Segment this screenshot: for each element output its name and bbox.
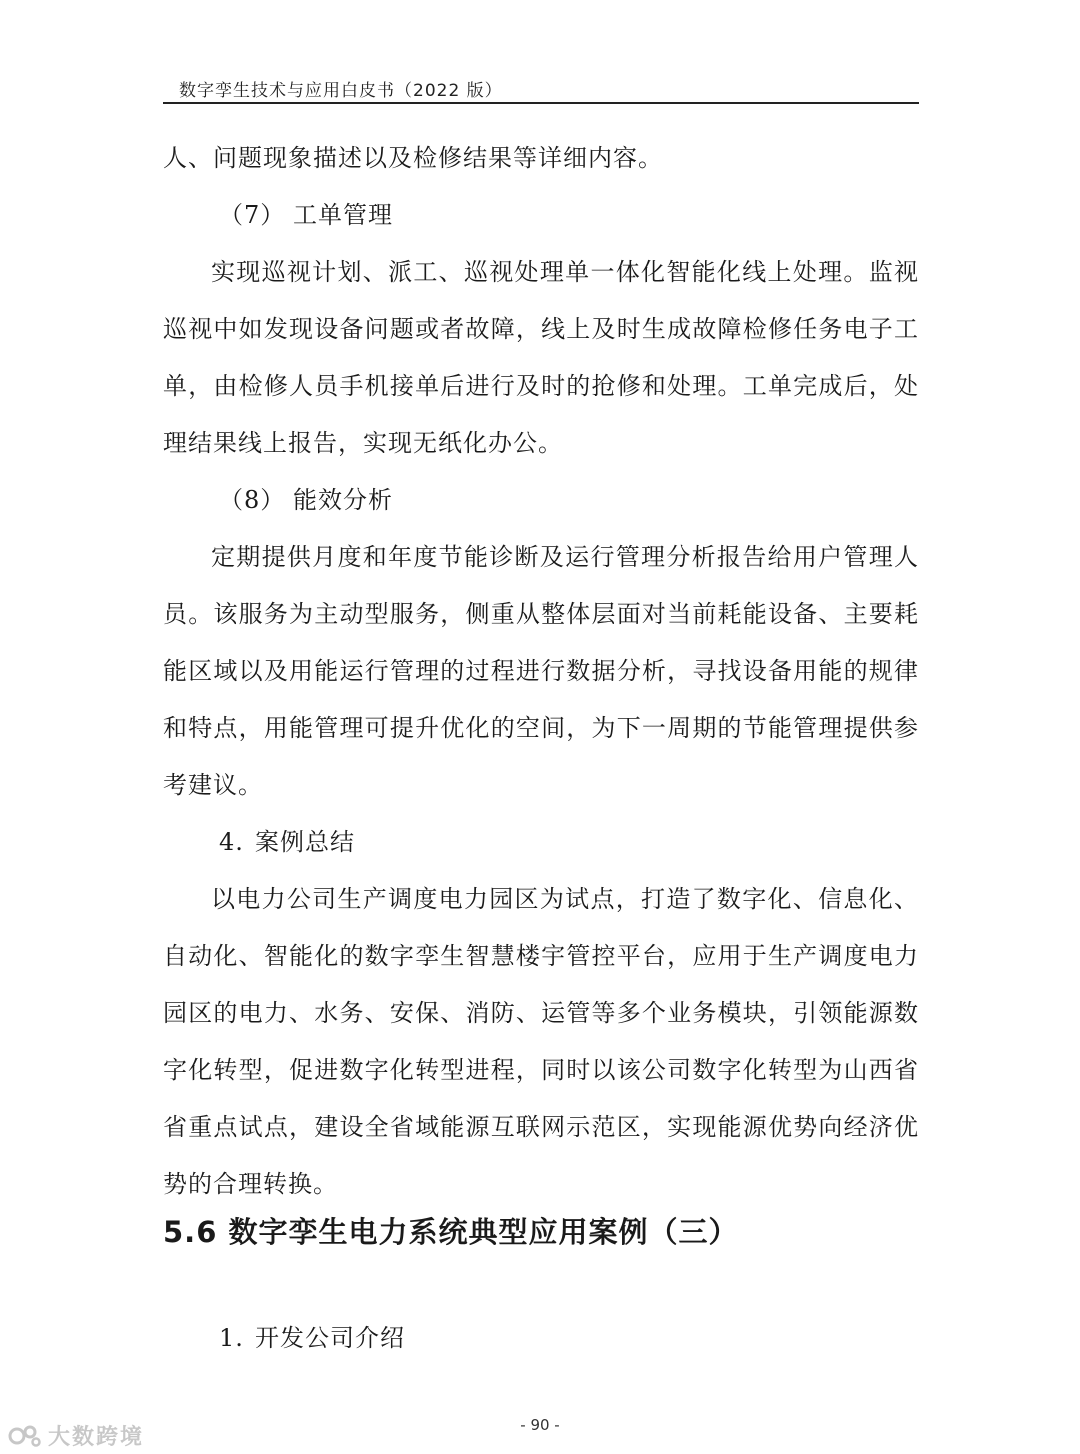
header-title: 数字孪生技术与应用白皮书（2022 版） [179,81,503,101]
subheading-case-summary [163,814,919,871]
main-content [163,130,919,1213]
paragraph-energy-analysis: 定期提供月度和年度节能诊断及运行管理分析报告给用户管理人员。该服务为主动型服务，侧重从整体层面对当前耗能设备、主要耗能区域以及用能运行管理的过程进行数据分析，寻找设备用能的规律和特点，用能管理可提升优化的空间，为下一周期的节能管理提供参考建议。 [163,543,919,799]
subheading-work-order [163,187,919,244]
subheading-number: （8） [219,486,286,514]
page-number: - 90 - [520,1416,560,1434]
section-title: 5.6 数字孪生电力系统典型应用案例（三） [163,1215,739,1249]
watermark [8,1420,144,1451]
subheading-title: 案例总结 [255,828,355,856]
subheading-title: 工单管理 [293,201,393,229]
paragraph-case-summary: 以电力公司生产调度电力园区为试点，打造了数字化、信息化、自动化、智能化的数字孪生智慧楼宇管控平台，应用于生产调度电力园区的电力、水务、安保、消防、运管等多个业务模块，引领能源数字化转型，促进数字化转型进程，同时以该公司数字化转型为山西省省重点试点，建设全省域能源互联网示范区，实现能源优势向经济优势的合理转换。 [163,885,919,1198]
subheading-number: 1. [219,1324,244,1352]
logo-icon [8,1423,42,1449]
watermark-text: 大数跨境 [48,1425,145,1450]
page-header [163,72,919,104]
subheading-number: 4. [219,828,244,856]
paragraph-continuation: 人、问题现象描述以及检修结果等详细内容。 [163,144,663,172]
section-subheading [219,1318,405,1353]
subheading-number: （7） [219,201,286,229]
subheading-title: 能效分析 [293,486,393,514]
paragraph-work-order: 实现巡视计划、派工、巡视处理单一体化智能化线上处理。监视巡视中如发现设备问题或者故障，线上及时生成故障检修任务电子工单，由检修人员手机接单后进行及时的抢修和处理。工单完成后，处理结果线上报告，实现无纸化办公。 [163,258,919,457]
subheading-energy-analysis [163,472,919,529]
subheading-title: 开发公司介绍 [255,1324,405,1352]
